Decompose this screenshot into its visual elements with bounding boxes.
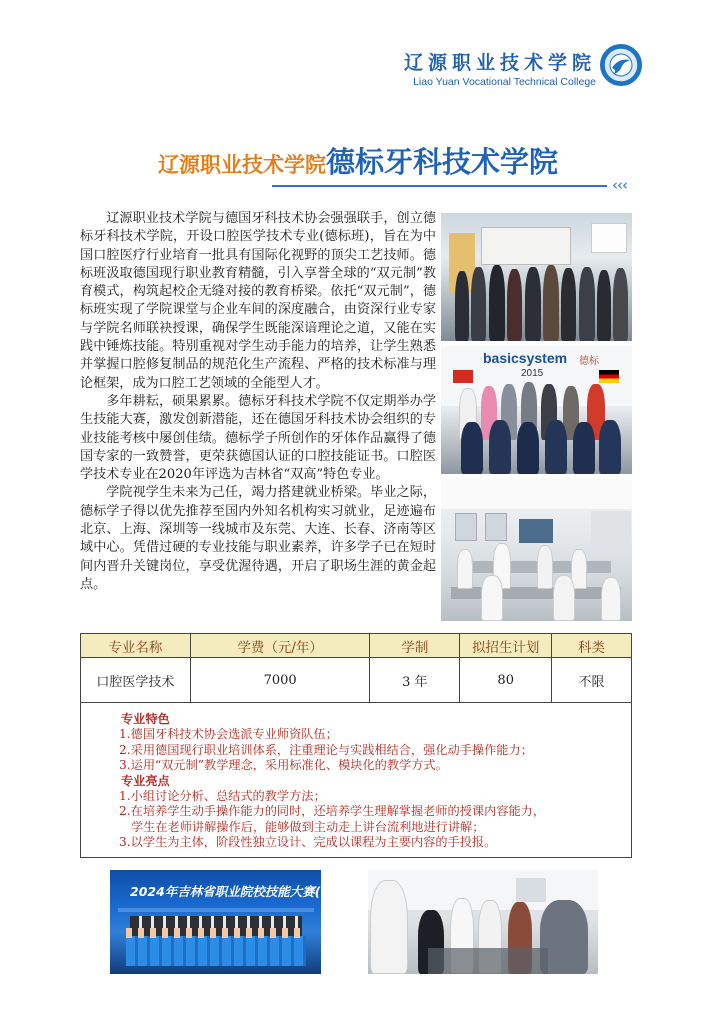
lab-classroom-photo xyxy=(441,479,632,621)
title-prefix: 辽源职业技术学院 xyxy=(158,152,326,177)
school-name-cn: 辽源职业技术学院 xyxy=(403,52,596,74)
cell-duration: 3 年 xyxy=(370,658,460,703)
paragraph: 辽源职业技术学院与德国牙科技术协会强强联手，创立德标牙科技术学院，开设口腔医学技术专业(德标班)，旨在为中国口腔医疗行业培育一批具有国际化视野的顶尖工艺技师。德标班汲取德国现行职业教育精髓，引入享誉全球的“双元制”教育模式，构筑起校企无缝对接的教育桥梁。依托“双元制”，德标班实现了学院课堂与企业车间的深度融合，由资深行业专家与学院名师联袂授课，确保学生既能深谙理论之道，又能在实践中锤炼技能。特别重视对学生动手能力的培养，让学生熟悉并掌握口腔修复制品的规范化生产流程、严格的技术标准与理论框架，成为口腔工艺领域的全能型人才。 xyxy=(80,211,436,391)
header-tuition: 学费（元/年） xyxy=(190,634,370,658)
banner-year: 2015 xyxy=(521,368,544,379)
cell-tuition: 7000 xyxy=(190,658,370,703)
admission-table xyxy=(80,633,632,703)
header-category: 科类 xyxy=(552,634,632,658)
feature-item: 2.采用德国现行职业培训体系，注重理论与实践相结合，强化动手操作能力； xyxy=(119,742,533,757)
paragraph: 学院视学生未来为己任，竭力搭建就业桥梁。毕业之际，德标学子得以优先推荐至国内外知名机构实习就业，足迹遍布北京、上海、深圳等一线城市及东莞、大连、长春、济南等区域中心。凭借过硬的专业技能与职业素养，许多学子已在短时间内晋升关键岗位，享受优渥待遇，开启了职场生涯的黄金起点。 xyxy=(80,485,436,592)
banner-brand: basicsystem xyxy=(483,350,568,366)
feature-item: 3.运用“双元制”教学理念，采用标准化、模块化的教学方式。 xyxy=(119,758,448,773)
highlight-item: 1.小组讨论分析、总结式的教学方法； xyxy=(119,789,326,804)
table-header-row xyxy=(81,634,632,658)
feature-item: 1.德国牙科技术协会选派专业师资队伍； xyxy=(119,727,338,742)
header-duration: 学制 xyxy=(370,634,460,658)
cell-enrollment-plan: 80 xyxy=(460,658,552,703)
features-title: 专业特色 xyxy=(121,712,170,726)
instructor-demo-photo xyxy=(368,870,598,974)
school-name-en: Liao Yuan Vocational Technical College xyxy=(413,76,596,88)
group-photo-basicsystem xyxy=(441,346,632,474)
china-flag-icon xyxy=(453,370,473,383)
header-major: 专业名称 xyxy=(81,634,191,658)
highlight-item: 3.以学生为主体，阶段性独立设计、完成以课程为主要内容的手投报。 xyxy=(119,835,497,850)
cell-category: 不限 xyxy=(552,658,632,703)
table-row xyxy=(81,658,632,703)
intro-text xyxy=(80,210,436,594)
competition-banner: 2024年吉林省职业院校技能大赛(高职组) xyxy=(130,884,364,899)
highlight-item: 学生在老师讲解操作后，能够做到主动走上讲台流利地进行讲解； xyxy=(131,819,485,834)
title-underline xyxy=(272,185,607,187)
germany-flag-icon xyxy=(599,370,619,383)
banner-brand-suffix: 德标 xyxy=(579,356,599,367)
highlight-item: 2.在培养学生动手操作能力的同时，还培养学生理解掌握老师的授课内容能力， xyxy=(119,804,546,819)
page-title xyxy=(158,140,618,181)
college-emblem-icon xyxy=(600,44,642,86)
college-header xyxy=(342,40,642,92)
header-enrollment-plan: 拟招生计划 xyxy=(460,634,552,658)
group-photo-showroom xyxy=(441,213,632,341)
highlights-title: 专业亮点 xyxy=(121,773,170,788)
cell-major: 口腔医学技术 xyxy=(81,658,191,703)
competition-team-photo xyxy=(110,870,364,974)
title-main: 德标牙科技术学院 xyxy=(326,145,559,179)
features-box xyxy=(80,702,632,858)
chevrons-icon: ‹‹‹ xyxy=(612,176,627,194)
paragraph: 多年耕耘，硕果累累。德标牙科技术学院不仅定期举办学生技能大赛，激发创新潜能，还在德国牙科技术协会组织的专业技能考核中屡创佳绩。德标学子所创作的牙体作品赢得了德国专家的一致赞誉，更荣获德国认证的口腔技能证书。口腔医学技术专业在2020年评选为吉林省“双高”特色专业。 xyxy=(80,393,436,483)
